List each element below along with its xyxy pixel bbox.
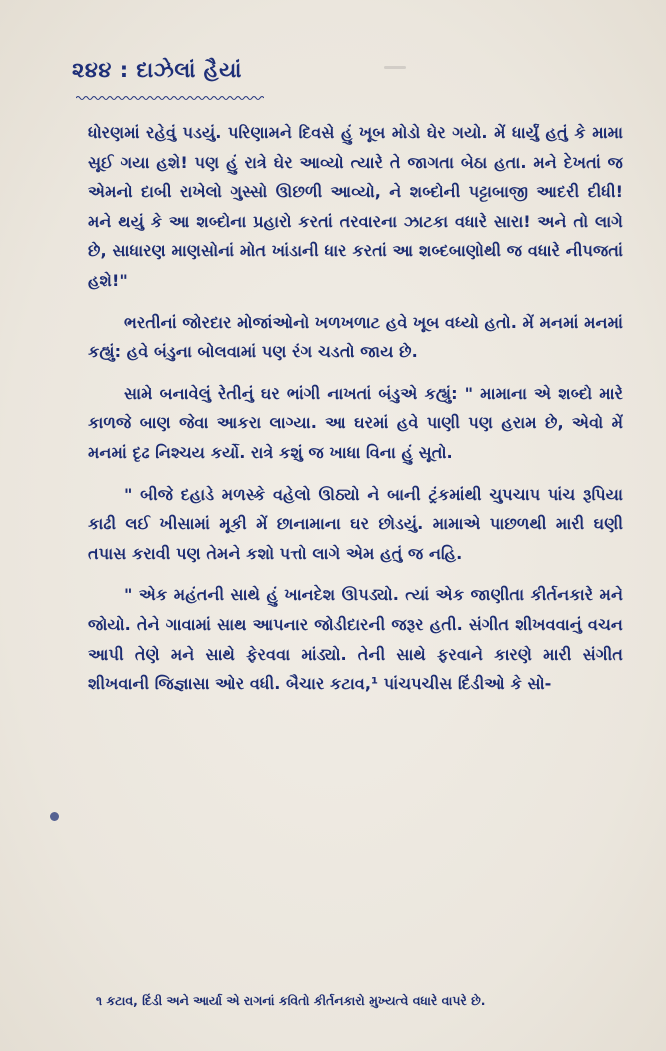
ink-blot <box>50 812 59 821</box>
paragraph-1: ધોરણમાં રહેવું પડયું. પરિણામને દિવસે હું ખૂબ મોડો ઘેર ગયો. મેં ધાર્યું હતું કે મામા સૂઈ ગયા હશે! પણ હું રાત્રે ઘેર આવ્યો ત્યારે તે જાગતા બેઠા હતા. મને દેખતાં જ એમનો દાબી રાખેલો ગુસ્સો ઊછળી આવ્યો, ને શબ્દોની પટ્ટાબાજી આદરી દીધી! મને થયું કે આ શબ્દોના પ્રહારો કરતાં તરવારના ઝાટકા વધારે સારા! અને તો લાગે છે, સાધારણ માણસોનાં મોત ખાંડાની ધાર કરતાં આ શબ્દબાણોથી જ વધારે નીપજતાં હશે!" <box>88 123 623 290</box>
paper-smudge <box>384 66 406 69</box>
paragraph-5: " એક મહંતની સાથે હું ખાનદેશ ઊપડ્યો. ત્યાં એક જાણીતા કીર્તનકારે મને જોયો. તેને ગાવામાં સાથ આપનાર જોડીદારની જરૂર હતી. સંગીત શીખવવાનું વચન આપી તેણે મને સાથે ફેરવવા માંડ્યો. તેની સાથે ફરવાને કારણે મારી સંગીત શીખવાની જિજ્ઞાસા ઓર વધી. બૈચાર કટાવ,¹ પાંચપચીસ દિંડીઓ કે સો- <box>88 585 623 694</box>
page-number: ૨૪૪ <box>72 58 112 82</box>
header-wavy-rule <box>76 95 264 101</box>
paragraph-4: " બીજે દહાડે મળસ્કે વહેલો ઊઠ્યો ને બાની ટ્રંકમાંથી ચુપચાપ પાંચ રૂપિયા કાઢી લઈ ખીસામાં મૂકી મેં છાનામાના ઘર છોડયું. મામાએ પાછળથી મારી ઘણી તપાસ કરાવી પણ તેમને કશો પત્તો લાગે એમ હતું જ નહિ. <box>88 484 623 563</box>
footnote: ૧ કટાવ, દિંડી અને આર્યા એ રાગનાં કવિતો કીર્તનકારો મુખ્યત્વે વધારે વાપરે છે. <box>96 993 486 1008</box>
paragraph-2: ભરતીનાં જોરદાર મોજાંઓનો ખળખળાટ હવે ખૂબ વધ્યો હતો. મેં મનમાં મનમાં કહ્યું: હવે બંડુના બોલવામાં પણ રંગ ચડતો જાય છે. <box>88 312 623 362</box>
paragraph-3: સામે બનાવેલું રેતીનું ઘર ભાંગી નાખતાં બંડુએ કહ્યું: " મામાના એ શબ્દો મારે કાળજે બાણ જેવા આકરા લાગ્યા. આ ઘરમાં હવે પાણી પણ હરામ છે, એવો મેં મનમાં દૃઢ નિશ્ચય કર્યો. રાત્રે કશું જ ખાધા વિના હું સૂતો. <box>88 383 623 462</box>
running-header <box>72 58 242 83</box>
body-text <box>88 118 623 699</box>
chapter-title: દાઝેલાં હૈયાં <box>136 58 242 82</box>
header-separator: : <box>119 58 129 82</box>
